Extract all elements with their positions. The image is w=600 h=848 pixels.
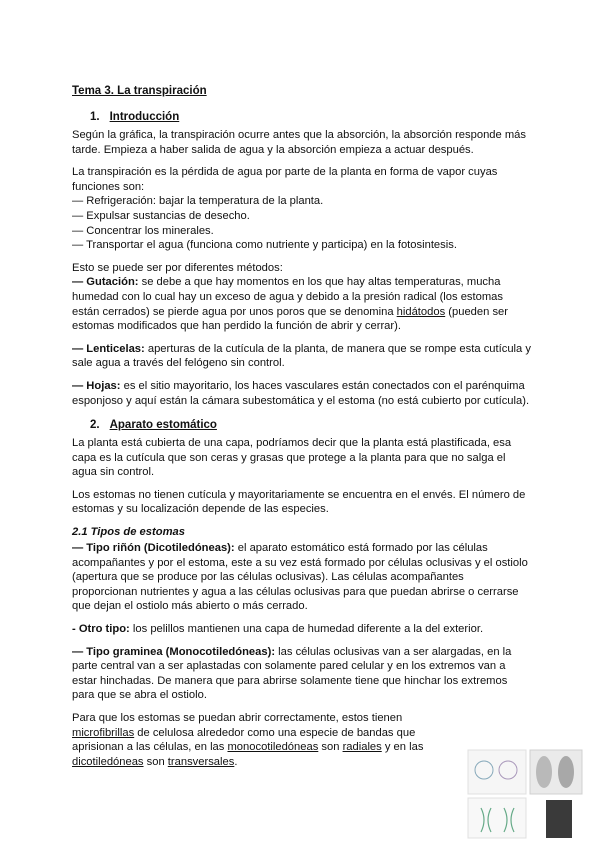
section-number: 1. xyxy=(90,111,100,123)
gutacion-text-end: (pueden ser estomas modificados que han perdido la función de abrir y cerrar). xyxy=(72,305,509,333)
list-item: — Expulsar sustancias de desecho. xyxy=(72,209,250,222)
tipo-rinon-text: el aparato estomático está formado por las células acompañantes y por el estoma, este a su vez está formado por células oclusivas y el ostiolo (apertura que se produce por las células oclusivas). Las células acompañantes proporcionan nutrientes y agua a las células oclusivas para que puedan abrirse o cerrarse que dejan el ostiolo más abierto o más cerrado. xyxy=(72,542,528,613)
metodos-intro: Esto se puede ser por diferentes métodos: xyxy=(72,261,283,274)
section-label: Aparato estomático xyxy=(109,419,217,432)
paragraph-microfibrillas xyxy=(72,711,464,769)
otro-tipo-text: los pelillos mantienen una capa de humedad diferente a la del exterior. xyxy=(129,623,484,636)
paragraph-tipo-graminea xyxy=(72,645,532,703)
paragraph-tipo-rinon xyxy=(72,541,532,614)
lenticelas-text: aperturas de la cutícula de la planta, de manera que se rompe esta cutícula y sale agua a través del felógeno sin control. xyxy=(72,342,531,370)
text-run: de celulosa alrededor como una especie de bandas que aprisionan a las células, en las xyxy=(72,726,416,754)
list-item: — Transportar el agua (funciona como nutriente y participa) en la fotosintesis. xyxy=(72,239,457,252)
paragraph-grafica: Según la gráfica, la transpiración ocurre antes que la absorción, la absorción responde más tarde. Empieza a haber salida de agua y la absorción empieza a actuar después. xyxy=(72,129,526,156)
paragraph-cuticula: La planta está cubierta de una capa, podríamos decir que la planta está plastificada, esa capa es la cutícula que son ceras y grasas que protege a la planta para que no salga el agua sin control. xyxy=(72,437,512,479)
tipo-graminea-text: las células oclusivas van a ser alargadas, en la parte central van a ser aplastadas con solamente pared celular y en los extremos van a estar hinchadas. De manera que para abrirse solamente tiene que hinchar los extremos para que se abra el ostiolo. xyxy=(72,645,512,702)
radiales-term: radiales xyxy=(342,741,382,754)
hidatodos-term: hidátodos xyxy=(396,305,446,318)
paragraph-lenticelas xyxy=(72,342,532,371)
stoma-micrograph xyxy=(536,756,552,788)
paragraph-hojas xyxy=(72,379,532,408)
stoma-micrograph xyxy=(558,756,574,788)
dark-micrograph xyxy=(546,800,572,838)
dicotiledoneas-term: dicotiledóneas xyxy=(72,755,144,768)
text-run: son xyxy=(318,741,343,754)
section-heading-intro xyxy=(90,110,532,124)
subsection-heading-tipos: 2.1 Tipos de estomas xyxy=(72,526,185,539)
monocotiledoneas-term: monocotiledóneas xyxy=(227,741,319,754)
diagram-panel xyxy=(468,750,526,794)
diagram-panel xyxy=(468,798,526,838)
hojas-label: — Hojas: xyxy=(72,379,121,392)
section-label: Introducción xyxy=(109,111,180,123)
section-number: 2. xyxy=(90,419,100,432)
paragraph-metodos xyxy=(72,261,532,334)
paragraph-funciones-intro: La transpiración es la pérdida de agua por parte de la planta en forma de vapor cuyas funciones son: xyxy=(72,166,498,193)
gutacion-label: — Gutación: xyxy=(72,276,139,289)
text-run: . xyxy=(234,755,238,768)
hojas-text: es el sitio mayoritario, los haces vasculares están conectados con el parénquima esponjoso y aquí están la cámara subestomática y el estoma (no está cubierto por cutícula). xyxy=(72,379,530,407)
transversales-term: transversales xyxy=(167,755,235,768)
document-page xyxy=(72,84,532,777)
text-run: y en las xyxy=(381,741,424,754)
list-item: — Refrigeración: bajar la temperatura de la planta. xyxy=(72,195,324,208)
gutacion-text: se debe a que hay momentos en los que hay altas temperaturas, mucha humedad con lo cual hay un exceso de agua y debido a la presión radical (los estomas están cerrados) se pierde agua por unos poros que se denomina xyxy=(72,276,503,318)
stomata-figure xyxy=(466,748,586,840)
text-run: Para que los estomas se puedan abrir correctamente, estos tienen xyxy=(72,712,403,724)
section-heading-aparato xyxy=(90,418,532,432)
tipo-graminea-label: — Tipo graminea (Monocotiledóneas): xyxy=(72,645,276,658)
otro-tipo-label: - Otro tipo: xyxy=(72,623,130,636)
tipo-rinon-label: — Tipo riñón (Dicotiledóneas): xyxy=(72,542,235,555)
lenticelas-label: — Lenticelas: xyxy=(72,342,145,355)
paragraph-estomas: Los estomas no tienen cutícula y mayoritariamente se encuentra en el envés. El número de estomas y su localización depende de las especies. xyxy=(72,488,526,516)
text-run: son xyxy=(143,755,168,768)
paragraph-otro-tipo xyxy=(72,622,532,637)
microfibrillas-term: microfibrillas xyxy=(72,726,135,739)
list-item: — Concentrar los minerales. xyxy=(72,224,214,237)
functions-list xyxy=(72,194,532,252)
document-title: Tema 3. La transpiración xyxy=(72,85,207,97)
stomata-figure-drawing xyxy=(466,748,586,840)
